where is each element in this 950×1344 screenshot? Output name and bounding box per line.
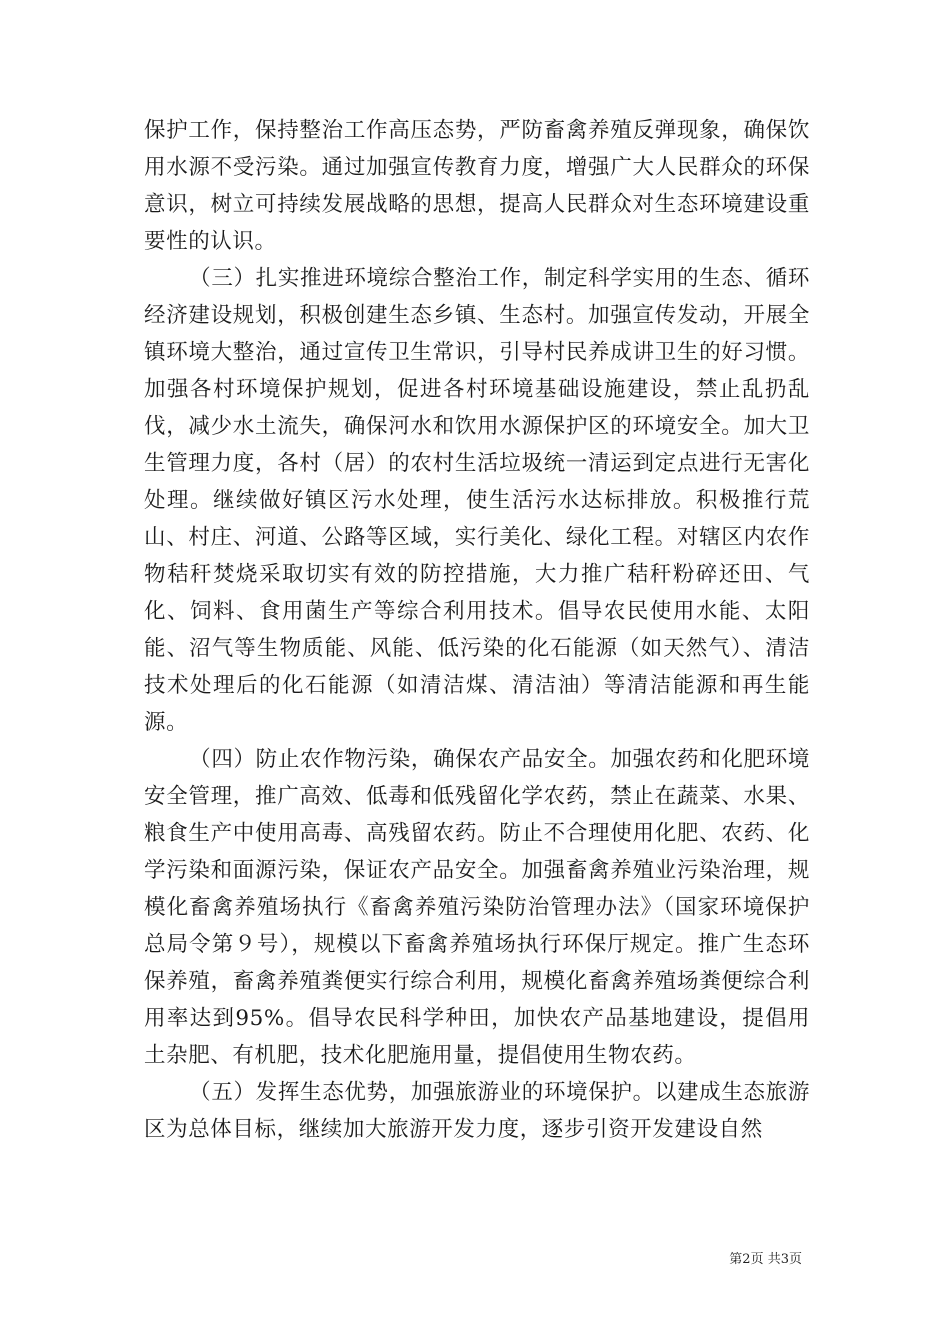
paragraph-section-3: （三）扎实推进环境综合整治工作，制定科学实用的生态、循环经济建设规划，积极创建生态乡镇、生态村。加强宣传发动，开展全镇环境大整治，通过宣传卫生常识，引导村民养成讲卫生的好习惯。加强各村环境保护规划，促进各村环境基础设施建设，禁止乱扔乱伐，减少水土流失，确保河水和饮用水源保护区的环境安全。加大卫生管理力度，各村（居）的农村生活垃圾统一清运到定点进行无害化处理。继续做好镇区污水处理，使生活污水达标排放。积极推行荒山、村庄、河道、公路等区域，实行美化、绿化工程。对辖区内农作物秸秆焚烧采取切实有效的防控措施，大力推广秸秆粉碎还田、气化、饲料、食用菌生产等综合利用技术。倡导农民使用水能、太阳能、沼气等生物质能、风能、低污染的化石能源（如天然气）、清洁技术处理后的化石能源（如清洁煤、清洁油）等清洁能源和再生能源。: [144, 266, 810, 735]
footer-prefix: 第: [729, 1252, 743, 1267]
paragraph-section-5: （五）发挥生态优势，加强旅游业的环境保护。以建成生态旅游区为总体目标，继续加大旅游开发力度，逐步引资开发建设自然: [144, 1080, 810, 1142]
paragraph-section-4: （四）防止农作物污染，确保农产品安全。加强农药和化肥环境安全管理，推广高效、低毒和低残留化学农药，禁止在蔬菜、水果、粮食生产中使用高毒、高残留农药。防止不合理使用化肥、农药、化学污染和面源污染，保证农产品安全。加强畜禽养殖业污染治理，规模化畜禽养殖场执行《畜禽养殖污染防治管理办法》（国家环境保护总局令第９号），规模以下畜禽养殖场执行环保厅规定。推广生态环保养殖，畜禽养殖粪便实行综合利用，规模化畜禽养殖场粪便综合利用率达到95%。倡导农民科学种田，加快农产品基地建设，提倡用土杂肥、有机肥，技术化肥施用量，提倡使用生物农药。: [144, 747, 810, 1068]
page-footer: [729, 1248, 802, 1267]
document-body: [144, 112, 810, 1148]
paragraph-continuation: 保护工作，保持整治工作高压态势，严防畜禽养殖反弹现象，确保饮用水源不受污染。通过加强宣传教育力度，增强广大人民群众的环保意识，树立可持续发展战略的思想，提高人民群众对生态环境建设重要性的认识。: [144, 118, 810, 254]
footer-suffix: 页: [788, 1252, 802, 1267]
footer-current-page: 2: [742, 1252, 751, 1267]
footer-middle: 页 共: [750, 1252, 781, 1267]
footer-total-pages: 3: [780, 1252, 789, 1267]
